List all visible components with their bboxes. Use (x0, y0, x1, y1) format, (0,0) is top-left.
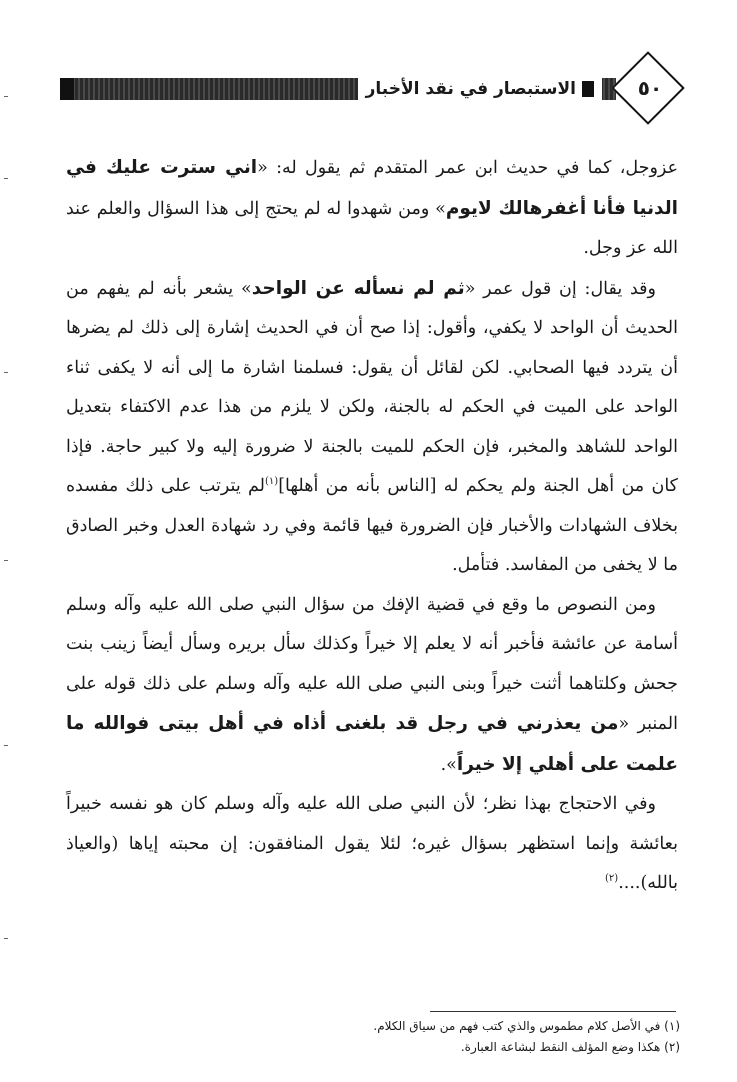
main-text (66, 148, 678, 904)
hadith-quote: من يعذرني في رجل قد بلغنى أذاه في أهل بيتى فوالله ما علمت على أهلي إلا خيراً (66, 713, 678, 775)
hadith-quote: اني سترت عليك في الدنيا فأنا أغفرهالك لايوم (66, 157, 678, 219)
text-run: وقد يقال: إن قول عمر « (464, 278, 656, 299)
text-run: وفي الاحتجاج بهذا نظر؛ لأن النبي صلى الله عليه وآله وسلم كان هو نفسه خبيراً بعائشة وإنما استظهر بسؤال غيره؛ لئلا يقول المنافقون: إن محبته إياها (والعياذ بالله).... (66, 794, 678, 893)
header-rule-end (60, 78, 74, 100)
header-title (358, 76, 602, 102)
running-header (60, 58, 682, 118)
footnotes (260, 1016, 680, 1058)
text-run: » ومن شهدوا له لم يحتج إلى هذا السؤال والعلم عند الله عز وجل. (66, 198, 678, 258)
paragraph-1 (66, 148, 678, 269)
text-run: » يشعر بأنه لم يفهم من الحديث أن الواحد لا يكفي، وأقول: إذا صح أن في الحديث إشارة إلى ذلك لم يضرها أن يتردد فيها الصحابي. لكن لقائل أن يقول: فسلمنا اشارة ما إلى أنه لا يكفى ثناء الواحد على الميت في الحكم له بالجنة، ولكن لا يلزم من هذا عدم الاكتفاء بتعديل الواحد للشاهد والمخبر، فإن الحكم للميت بالجنة لا ضرورة إليه ولا كبير حاجة. فإذا كان من أهل الجنة ولم يحكم له [الناس بأنه من أهلها] (66, 278, 678, 496)
margin-mark (4, 372, 8, 373)
text-run: ومن النصوص ما وقع في قضية الإفك من سؤال النبي صلى الله عليه وآله وسلم أسامة عن عائشة فأخبر أنه لا يعلم إلا خيراً وكذلك سأل بريره وسأل أيضاً زينب بنت جحش وكلتاهما أثنت خيراً وبنى النبي صلى الله عليه وآله وسلم على ذلك قوله على المنبر « (66, 594, 678, 734)
header-title-block (582, 81, 594, 97)
quote-umar: ثم لم نسأله عن الواحد (251, 277, 465, 299)
text-run: لم يترتب على ذلك مفسده بخلاف الشهادات والأخبار فإن الضرورة فيها قائمة وفي رد شهادة العدل وخبر الصادق ما لا يخفى من المفاسد. فتأمل. (66, 476, 678, 575)
footnote-2: (٢) هكذا وضع المؤلف النقط لبشاعة العبارة. (460, 1040, 680, 1054)
paragraph-3 (66, 586, 678, 786)
paragraph-2 (66, 269, 678, 586)
margin-mark (4, 96, 8, 97)
footnote-ref-1[interactable]: (١) (265, 476, 279, 488)
margin-mark (4, 560, 8, 561)
header-title-text: الاستبصار في نقد الأخبار (365, 79, 576, 99)
footnote-ref-2[interactable]: (٢) (605, 873, 619, 885)
footnote-separator (430, 1011, 676, 1012)
text-run: ». (440, 754, 457, 775)
margin-mark (4, 178, 8, 179)
footnote-1: (١) في الأصل كلام مطموس والذي كتب فهم من سياق الكلام. (373, 1019, 680, 1033)
page-number: ٥٠ (637, 76, 663, 100)
margin-mark (4, 745, 8, 746)
paragraph-4 (66, 785, 678, 904)
margin-mark (4, 938, 8, 939)
text-run: عزوجل، كما في حديث ابن عمر المتقدم ثم يقول له: « (257, 158, 679, 178)
